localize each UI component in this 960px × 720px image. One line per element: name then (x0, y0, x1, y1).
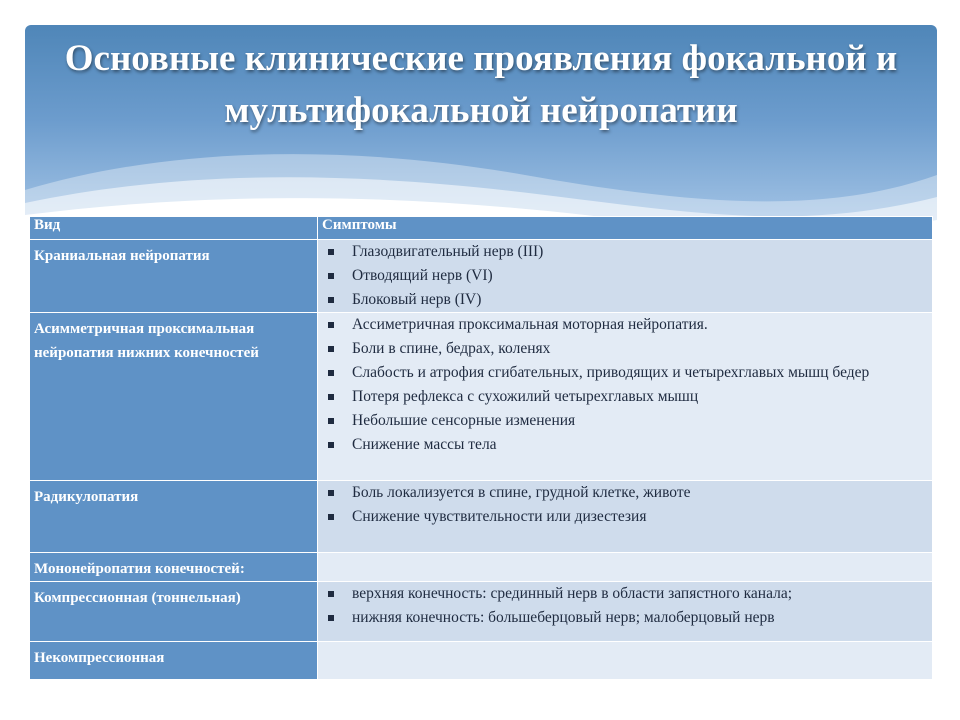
page-title: Основные клинические проявления фокальной и мультифокальной нейропатии (64, 38, 898, 131)
symptom-item: Снижение массы тела (318, 433, 924, 457)
row-symptoms (318, 553, 933, 582)
symptom-item: Ассиметричная проксимальная моторная нейропатия. (318, 313, 924, 337)
symptom-item: Отводящий нерв (VI) (318, 264, 924, 288)
symptom-item: Слабость и атрофия сгибательных, приводящих и четырехглавых мышц бедер (318, 361, 924, 385)
row-kind: Радикулопатия (30, 481, 318, 553)
table-row (30, 313, 933, 481)
row-kind: Компрессионная (тоннельная) (30, 582, 318, 642)
table-row (30, 481, 933, 553)
table-header-row (30, 217, 933, 240)
symptom-item: Блоковый нерв (IV) (318, 288, 924, 312)
table-row (30, 582, 933, 642)
row-symptoms (318, 642, 933, 680)
row-symptoms (318, 313, 933, 481)
symptom-item: нижняя конечность: большеберцовый нерв; малоберцовый нерв (318, 606, 924, 630)
symptom-item: верхняя конечность: срединный нерв в области запястного канала; (318, 582, 924, 606)
row-kind: Краниальная нейропатия (30, 240, 318, 313)
row-symptoms (318, 582, 933, 642)
title-banner (25, 25, 937, 235)
row-kind: Асимметричная проксимальная нейропатия нижних конечностей (30, 313, 318, 481)
symptom-item: Боли в спине, бедрах, коленях (318, 337, 924, 361)
table-row (30, 240, 933, 313)
symptom-item: Глазодвигательный нерв (III) (318, 240, 924, 264)
header-kind: Вид (30, 217, 318, 240)
table-row (30, 642, 933, 680)
row-symptoms (318, 240, 933, 313)
header-symptoms: Симптомы (318, 217, 933, 240)
symptom-item: Снижение чувствительности или дизестезия (318, 505, 924, 529)
neuropathy-table (29, 216, 933, 680)
row-symptoms (318, 481, 933, 553)
table-row (30, 553, 933, 582)
row-kind: Мононейропатия конечностей: (30, 553, 318, 582)
symptom-item: Боль локализуется в спине, грудной клетке, животе (318, 481, 924, 505)
symptom-item: Небольшие сенсорные изменения (318, 409, 924, 433)
symptom-item: Потеря рефлекса с сухожилий четырехглавых мышц (318, 385, 924, 409)
row-kind: Некомпрессионная (30, 642, 318, 680)
